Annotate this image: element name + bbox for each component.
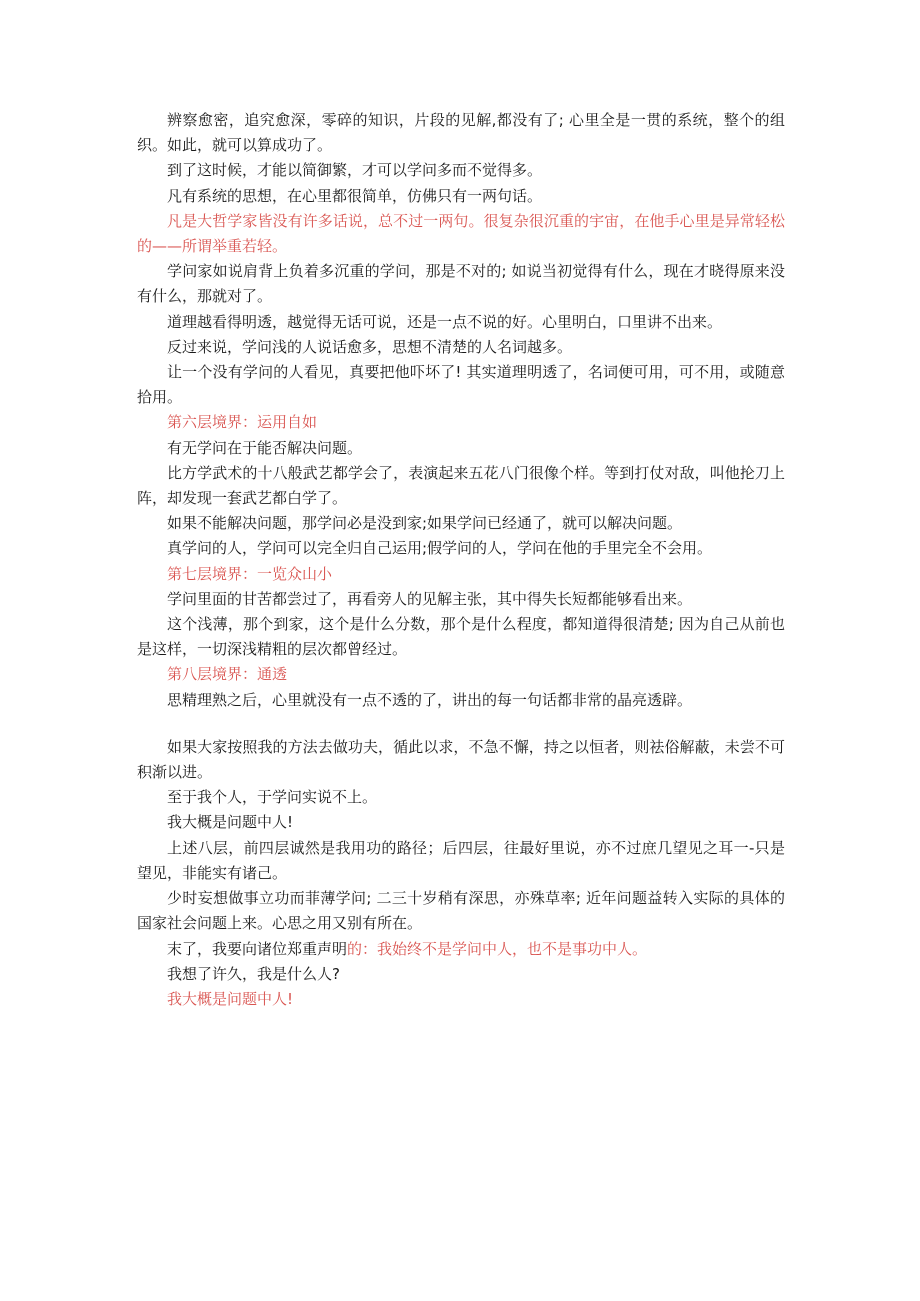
closing-highlight: 我大概是问题中人! [167, 989, 294, 1008]
highlighted-paragraph: 凡是大哲学家皆没有许多话说，总不过一两句。很复杂很沉重的宇宙，在他手心里是异常轻松的——所谓举重若轻。 [137, 211, 785, 256]
paragraph: 凡有系统的思想，在心里都很简单，仿佛只有一两句话。 [167, 186, 543, 205]
paragraph: 少时妄想做事立功而菲薄学问; 二三十岁稍有深思，亦殊草率; 近年问题益转入实际的具体的国家社会问题上来。心思之用又别有所在。 [137, 889, 785, 933]
paragraph: 让一个没有学问的人看见，真要把他吓坏了! 其实道理明透了，名词便可用，可不用，或随意拾用。 [137, 363, 785, 407]
paragraph: 至于我个人，于学问实说不上。 [167, 788, 378, 807]
section-heading-7: 第七层境界：一览众山小 [167, 564, 333, 583]
paragraph: 到了这时候，才能以简御繁，才可以学问多而不觉得多。 [167, 161, 543, 180]
section-heading-8: 第八层境界：通透 [167, 665, 288, 684]
paragraph: 如果不能解决问题，那学问必是没到家;如果学问已经通了，就可以解决问题。 [167, 514, 683, 533]
paragraph: 思精理熟之后，心里就没有一点不透的了，讲出的每一句话都非常的晶亮透辟。 [167, 690, 693, 709]
paragraph: 如果大家按照我的方法去做功夫，循此以求，不急不懈，持之以恒者，则祛俗解蔽，未尝不可积渐以进。 [137, 737, 785, 782]
document-body [137, 108, 785, 1012]
paragraph: 有无学问在于能否解决问题。 [167, 438, 363, 457]
paragraph-gap [137, 713, 785, 735]
paragraph: 我想了许久，我是什么人? [167, 964, 340, 983]
paragraph: 反过来说，学问浅的人说话愈多，思想不清楚的人名词越多。 [167, 337, 573, 356]
section-heading-6: 第六层境界：运用自如 [167, 413, 318, 432]
paragraph: 学问里面的甘苦都尝过了，再看旁人的见解主张，其中得失长短都能够看出来。 [167, 589, 693, 608]
paragraph: 比方学武术的十八般武艺都学会了，表演起来五花八门很像个样。等到打仗对敌，叫他抡刀上阵，却发现一套武艺都白学了。 [137, 463, 785, 508]
paragraph: 我大概是问题中人! [167, 813, 294, 832]
paragraph: 真学问的人，学问可以完全归自己运用;假学问的人，学问在他的手里完全不会用。 [167, 539, 713, 558]
paragraph: 学问家如说肩背上负着多沉重的学问，那是不对的; 如说当初觉得有什么，现在才晓得原来没有什么，那就对了。 [137, 262, 785, 306]
declaration-highlight: 的：我始终不是学问中人，也不是事功中人。 [347, 939, 648, 958]
paragraph: 道理越看得明透，越觉得无话可说，还是一点不说的好。心里明白，口里讲不出来。 [167, 312, 723, 331]
paragraph: 上述八层，前四层诚然是我用功的路径；后四层，往最好里说，亦不过庶几望见之耳一-只是望见，非能实有诸己。 [137, 838, 785, 882]
declaration-plain: 末了，我要向诸位郑重声明 [167, 939, 348, 958]
paragraph: 辨察愈密，追究愈深，零碎的知识，片段的见解,都没有了; 心里全是一贯的系统，整个的组织。如此，就可以算成功了。 [137, 111, 785, 155]
paragraph: 这个浅薄，那个到家，这个是什么分数，那个是什么程度，都知道得很清楚; 因为自己从前也是这样，一切深浅精粗的层次都曾经过。 [137, 615, 785, 659]
declaration-paragraph [137, 937, 785, 962]
